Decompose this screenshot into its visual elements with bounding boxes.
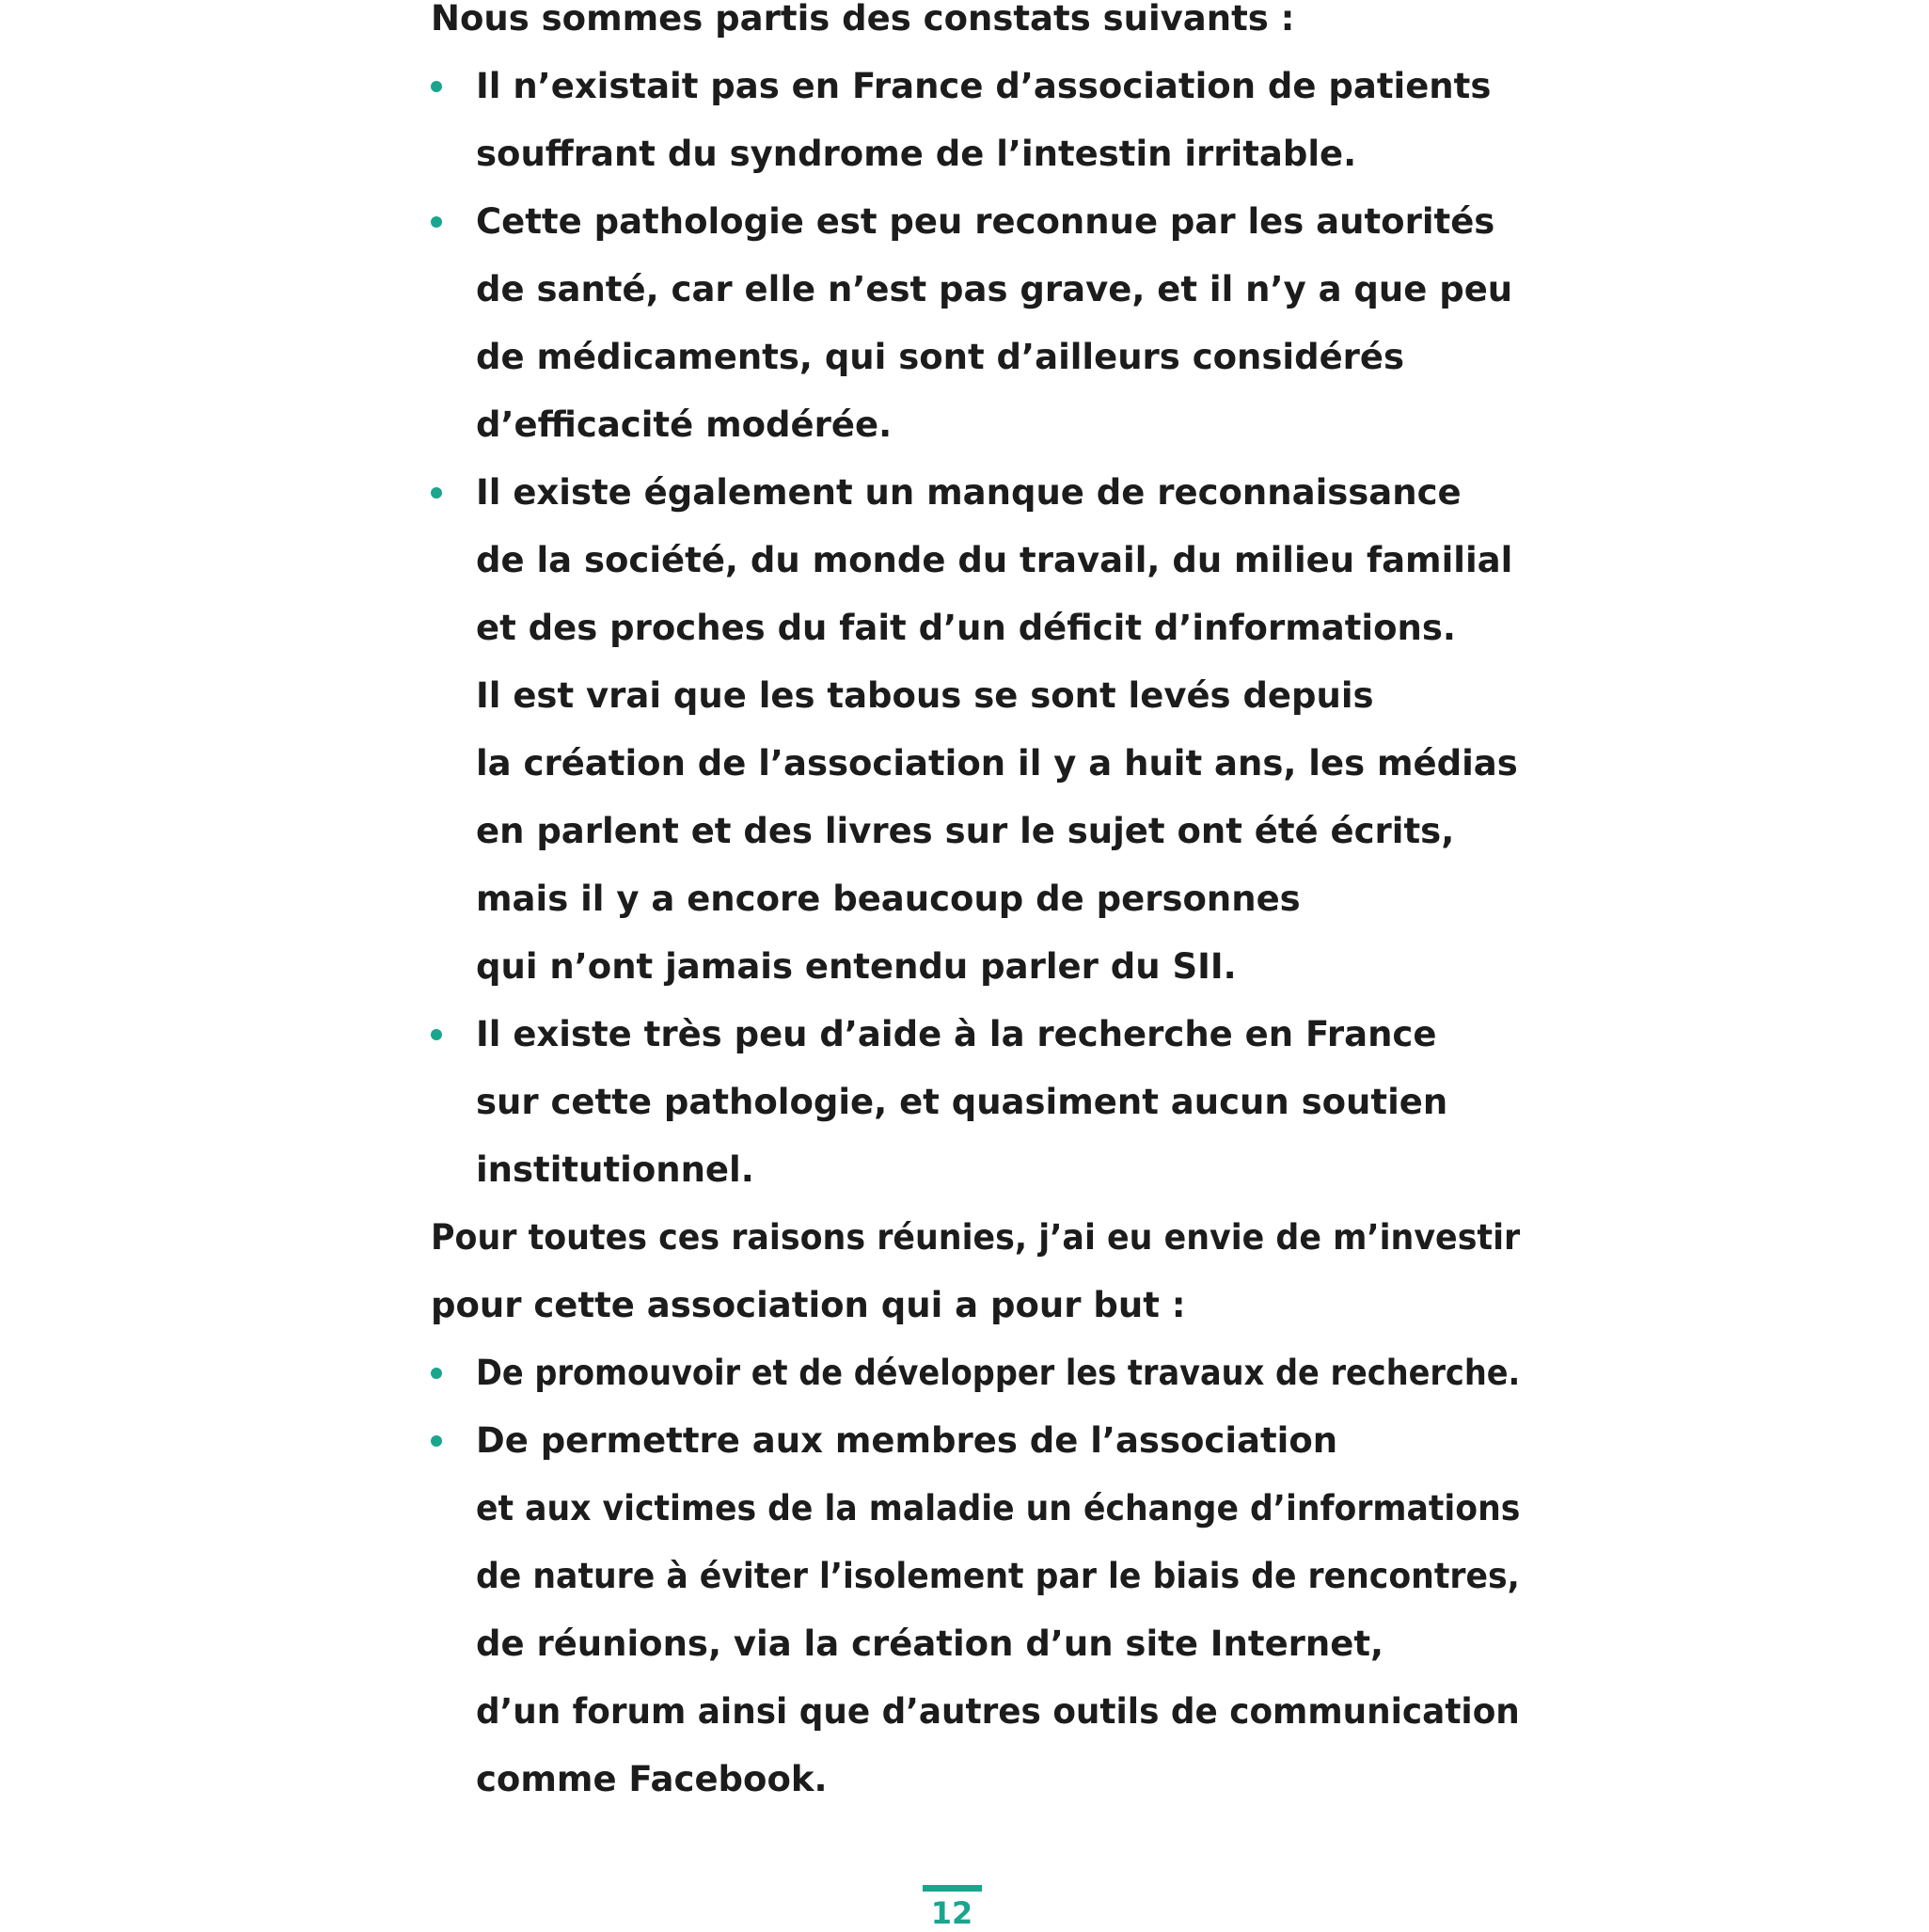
list-item-line: De permettre aux membres de l’association bbox=[476, 1420, 1338, 1461]
list-item-line: Il existe très peu d’aide à la recherche en France bbox=[476, 1014, 1437, 1054]
intro-text: Nous sommes partis des constats suivants : bbox=[431, 0, 1295, 39]
list-item-line: Il existe également un manque de reconnaissance bbox=[476, 472, 1462, 513]
list-item-line: sur cette pathologie, et quasiment aucun soutien bbox=[476, 1082, 1448, 1122]
list-item-line: et des proches du fait d’un déficit d’informations. bbox=[476, 608, 1456, 648]
list-item-line: souffrant du syndrome de l’intestin irritable. bbox=[476, 134, 1357, 174]
list-item-line: et aux victimes de la maladie un échange d’informations bbox=[476, 1488, 1521, 1528]
list-item-line: de santé, car elle n’est pas grave, et il n’y a que peu bbox=[476, 269, 1513, 309]
bullet-icon bbox=[431, 487, 442, 499]
list-item-line: Il n’existait pas en France d’association de patients bbox=[476, 66, 1492, 106]
list-item-line: Cette pathologie est peu reconnue par les autorités bbox=[476, 201, 1495, 242]
list-item-line: d’efficacité modérée. bbox=[476, 404, 893, 445]
bullet-icon bbox=[431, 216, 442, 228]
bullet-icon bbox=[431, 1029, 442, 1040]
paragraph-line: pour cette association qui a pour but : bbox=[431, 1285, 1186, 1325]
bullet-icon bbox=[431, 1435, 442, 1447]
list-item-line: d’un forum ainsi que d’autres outils de communication bbox=[476, 1691, 1520, 1732]
list-item-line: Il est vrai que les tabous se sont levés depuis bbox=[476, 675, 1374, 716]
list-item-line: de la société, du monde du travail, du milieu familial bbox=[476, 540, 1513, 580]
list-item-line: de médicaments, qui sont d’ailleurs considérés bbox=[476, 337, 1405, 377]
bullet-icon bbox=[431, 1368, 442, 1379]
page-number-rule bbox=[923, 1885, 982, 1892]
list-item-line: en parlent et des livres sur le sujet ont été écrits, bbox=[476, 811, 1455, 851]
list-item-line: qui n’ont jamais entendu parler du SII. bbox=[476, 946, 1237, 987]
page-number: 12 bbox=[930, 1895, 973, 1931]
list-item-line: de nature à éviter l’isolement par le biais de rencontres, bbox=[476, 1556, 1520, 1596]
list-item-line: la création de l’association il y a huit ans, les médias bbox=[476, 743, 1518, 784]
list-item-line: De promouvoir et de développer les travaux de recherche. bbox=[476, 1353, 1521, 1393]
list-item-line: de réunions, via la création d’un site Internet, bbox=[476, 1623, 1384, 1664]
list-item-line: mais il y a encore beaucoup de personnes bbox=[476, 879, 1301, 919]
list-item-line: comme Facebook. bbox=[476, 1759, 828, 1799]
bullet-icon bbox=[431, 81, 442, 92]
list-item-line: institutionnel. bbox=[476, 1149, 754, 1190]
paragraph-line: Pour toutes ces raisons réunies, j’ai eu envie de m’investir bbox=[431, 1217, 1521, 1258]
